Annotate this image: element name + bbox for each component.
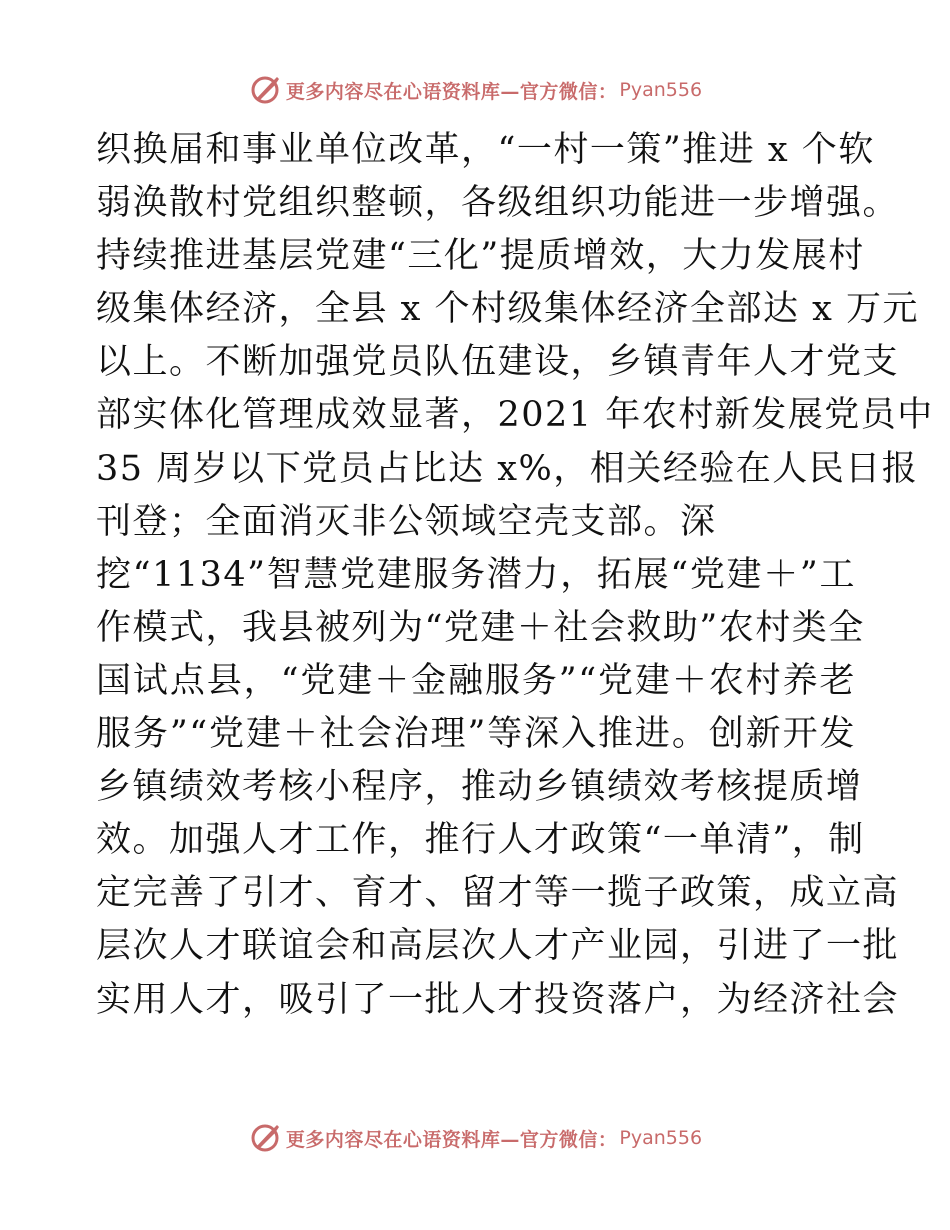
text-line: 效。加强人才工作，推行人才政策“一单清”，制 bbox=[96, 820, 865, 861]
text-line: 实用人才，吸引了一批人才投资落户，为经济社会 bbox=[96, 979, 900, 1020]
text-line: 部实体化管理成效显著，2021 年农村新发展党员中 bbox=[96, 395, 934, 436]
document-body bbox=[96, 124, 934, 1027]
text-line: 以上。不断加强党员队伍建设，乡镇青年人才党支 bbox=[96, 342, 900, 383]
text-line: 定完善了引才、育才、留才等一揽子政策，成立高 bbox=[96, 873, 900, 914]
text-line: 织换届和事业单位改革，“一村一策”推进 x 个软 bbox=[96, 130, 875, 170]
banner-text: 更多内容尽在心语资料库—官方微信： bbox=[285, 80, 618, 103]
text-line: 层次人才联谊会和高层次人才产业园，引进了一批 bbox=[96, 926, 900, 967]
text-line: 弱涣散村党组织整顿，各级组织功能进一步增强。 bbox=[96, 183, 900, 224]
quill-pen-logo-icon bbox=[248, 73, 282, 107]
text-line: 持续推进基层党建“三化”提质增效，大力发展村 bbox=[96, 236, 865, 277]
text-line: 乡镇绩效考核小程序，推动乡镇绩效考核提质增 bbox=[96, 767, 863, 808]
banner-text: 更多内容尽在心语资料库—官方微信： bbox=[285, 1128, 618, 1151]
text-line: 国试点县，“党建＋金融服务”“党建＋农村养老 bbox=[96, 660, 856, 701]
quill-pen-logo-icon bbox=[248, 1121, 282, 1155]
banner-wechat-id: Pyan556 bbox=[619, 79, 703, 101]
text-line: 服务”“党建＋社会治理”等深入推进。创新开发 bbox=[96, 714, 856, 755]
text-line: 作模式，我县被列为“党建＋社会救助”农村类全 bbox=[96, 607, 865, 648]
footer-banner bbox=[0, 1118, 950, 1158]
text-line: 挖“1134”智慧党建服务潜力，拓展“党建＋”工 bbox=[96, 554, 856, 595]
header-banner bbox=[0, 70, 950, 110]
text-line: 刊登；全面消灭非公领域空壳支部。深 bbox=[96, 501, 717, 542]
text-line: 35 周岁以下党员占比达 x%，相关经验在人民日报 bbox=[96, 448, 919, 489]
banner-wechat-id: Pyan556 bbox=[619, 1127, 703, 1149]
text-line: 级集体经济，全县 x 个村级集体经济全部达 x 万元 bbox=[96, 289, 919, 330]
